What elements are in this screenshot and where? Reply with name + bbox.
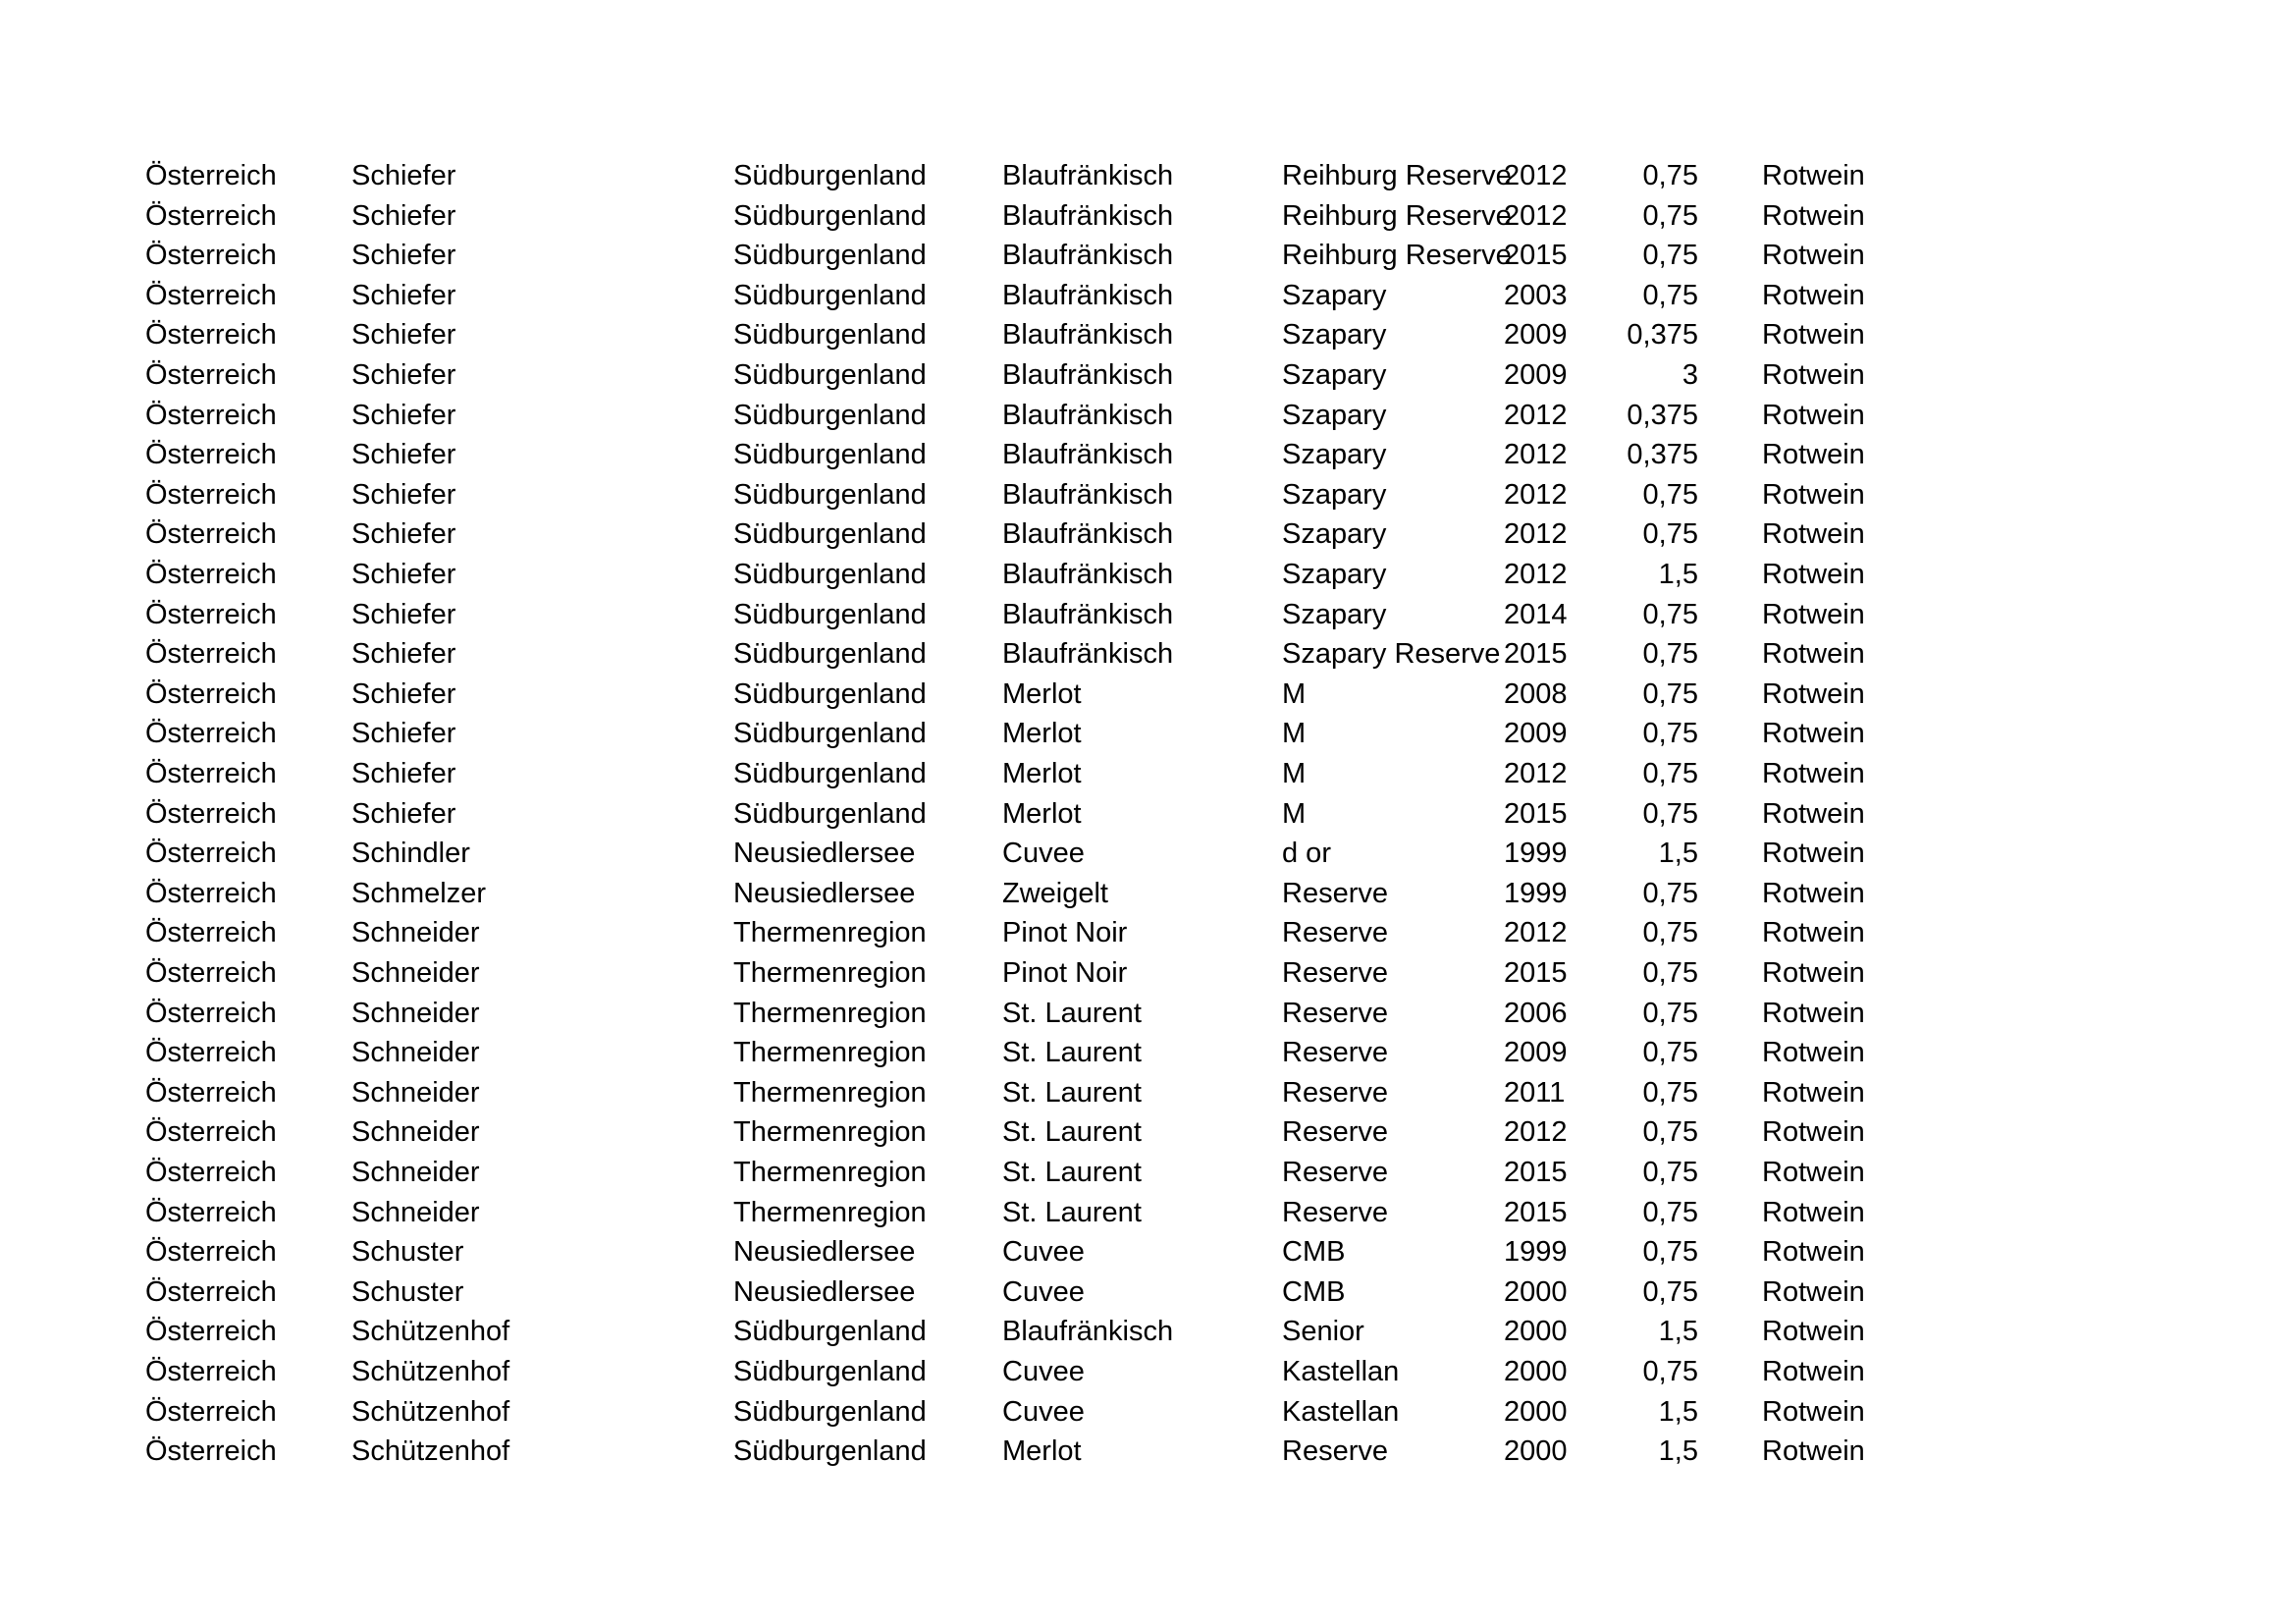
cell-name: Reihburg Reserve <box>1282 240 1512 272</box>
cell-type: Rotwein <box>1762 1395 1865 1428</box>
cell-country: Österreich <box>145 1037 277 1069</box>
cell-producer: Schiefer <box>351 160 456 191</box>
cell-country: Österreich <box>145 1157 277 1188</box>
cell-grape: Merlot <box>1002 797 1082 830</box>
cell-country: Österreich <box>145 957 277 989</box>
cell-producer: Schützenhof <box>351 1395 510 1428</box>
cell-year: 2012 <box>1504 439 1568 471</box>
cell-name: M <box>1282 758 1307 789</box>
cell-country: Österreich <box>145 1196 277 1228</box>
cell-country: Österreich <box>145 518 277 551</box>
cell-name: Reserve <box>1282 1435 1388 1468</box>
cell-year: 2012 <box>1504 559 1568 590</box>
table-row <box>0 276 2296 316</box>
table-row <box>0 156 2296 196</box>
cell-year: 2015 <box>1504 638 1568 671</box>
cell-name: CMB <box>1282 1275 1346 1308</box>
cell-producer: Schiefer <box>351 399 456 431</box>
cell-producer: Schneider <box>351 1157 480 1188</box>
cell-grape: Blaufränkisch <box>1002 559 1174 590</box>
cell-region: Thermenregion <box>733 957 927 989</box>
cell-year: 2012 <box>1504 399 1568 431</box>
cell-region: Südburgenland <box>733 359 927 391</box>
cell-region: Südburgenland <box>733 638 927 671</box>
cell-country: Österreich <box>145 997 277 1029</box>
cell-year: 2009 <box>1504 1037 1568 1069</box>
cell-year: 2014 <box>1504 598 1568 630</box>
cell-country: Österreich <box>145 279 277 311</box>
cell-name: Szapary <box>1282 559 1387 590</box>
table-row <box>0 1432 2296 1472</box>
cell-type: Rotwein <box>1762 359 1865 391</box>
cell-region: Neusiedlersee <box>733 877 916 909</box>
cell-producer: Schiefer <box>351 359 456 391</box>
cell-year: 2015 <box>1504 797 1568 830</box>
cell-country: Österreich <box>145 1116 277 1149</box>
cell-type: Rotwein <box>1762 758 1865 789</box>
cell-type: Rotwein <box>1762 1435 1865 1468</box>
cell-type: Rotwein <box>1762 677 1865 710</box>
cell-year: 2009 <box>1504 359 1568 391</box>
cell-size: 0,75 <box>1642 240 1698 272</box>
cell-name: Szapary <box>1282 359 1387 391</box>
cell-country: Österreich <box>145 199 277 232</box>
cell-producer: Schützenhof <box>351 1435 510 1468</box>
cell-grape: Blaufränkisch <box>1002 478 1174 511</box>
table-row <box>0 1272 2296 1313</box>
cell-region: Südburgenland <box>733 199 927 232</box>
cell-grape: Blaufränkisch <box>1002 439 1174 471</box>
cell-region: Südburgenland <box>733 399 927 431</box>
table-row <box>0 1392 2296 1433</box>
table-row <box>0 675 2296 715</box>
cell-size: 0,75 <box>1642 160 1698 191</box>
cell-region: Südburgenland <box>733 758 927 789</box>
cell-producer: Schiefer <box>351 199 456 232</box>
cell-year: 2015 <box>1504 240 1568 272</box>
cell-producer: Schiefer <box>351 758 456 789</box>
cell-year: 2000 <box>1504 1316 1568 1348</box>
cell-year: 1999 <box>1504 838 1568 870</box>
cell-region: Thermenregion <box>733 1157 927 1188</box>
cell-year: 1999 <box>1504 1236 1568 1269</box>
cell-grape: Zweigelt <box>1002 877 1108 909</box>
cell-name: Szapary <box>1282 439 1387 471</box>
table-row <box>0 595 2296 635</box>
cell-grape: Blaufränkisch <box>1002 279 1174 311</box>
cell-country: Österreich <box>145 1076 277 1109</box>
cell-country: Österreich <box>145 598 277 630</box>
cell-year: 2012 <box>1504 518 1568 551</box>
table-row <box>0 315 2296 355</box>
cell-producer: Schiefer <box>351 598 456 630</box>
cell-type: Rotwein <box>1762 559 1865 590</box>
cell-size: 0,75 <box>1642 638 1698 671</box>
cell-size: 0,75 <box>1642 1157 1698 1188</box>
cell-name: Szapary Reserve <box>1282 638 1501 671</box>
cell-country: Österreich <box>145 1435 277 1468</box>
cell-size: 0,75 <box>1642 758 1698 789</box>
cell-size: 0,375 <box>1627 399 1698 431</box>
cell-grape: St. Laurent <box>1002 1037 1142 1069</box>
table-row <box>0 1312 2296 1352</box>
cell-year: 2008 <box>1504 677 1568 710</box>
cell-year: 2009 <box>1504 319 1568 352</box>
cell-name: Reserve <box>1282 1076 1388 1109</box>
cell-producer: Schiefer <box>351 319 456 352</box>
cell-size: 0,75 <box>1642 199 1698 232</box>
cell-year: 2012 <box>1504 478 1568 511</box>
cell-country: Österreich <box>145 758 277 789</box>
cell-grape: St. Laurent <box>1002 1157 1142 1188</box>
cell-grape: Blaufränkisch <box>1002 240 1174 272</box>
cell-producer: Schiefer <box>351 559 456 590</box>
table-row <box>0 1232 2296 1272</box>
cell-type: Rotwein <box>1762 877 1865 909</box>
cell-country: Österreich <box>145 439 277 471</box>
table-row <box>0 874 2296 914</box>
cell-grape: Merlot <box>1002 758 1082 789</box>
cell-size: 1,5 <box>1658 1395 1698 1428</box>
cell-name: Kastellan <box>1282 1395 1400 1428</box>
cell-year: 2003 <box>1504 279 1568 311</box>
cell-producer: Schiefer <box>351 677 456 710</box>
cell-type: Rotwein <box>1762 1076 1865 1109</box>
table-row <box>0 1073 2296 1113</box>
cell-grape: Cuvee <box>1002 1395 1085 1428</box>
cell-country: Österreich <box>145 1236 277 1269</box>
cell-region: Südburgenland <box>733 439 927 471</box>
cell-region: Südburgenland <box>733 1356 927 1387</box>
cell-type: Rotwein <box>1762 1157 1865 1188</box>
cell-name: d or <box>1282 838 1331 870</box>
cell-region: Südburgenland <box>733 1316 927 1348</box>
cell-region: Thermenregion <box>733 1037 927 1069</box>
cell-year: 2015 <box>1504 1196 1568 1228</box>
cell-name: Szapary <box>1282 319 1387 352</box>
table-row <box>0 1153 2296 1193</box>
cell-grape: Pinot Noir <box>1002 957 1128 989</box>
cell-region: Neusiedlersee <box>733 1275 916 1308</box>
cell-type: Rotwein <box>1762 160 1865 191</box>
cell-type: Rotwein <box>1762 638 1865 671</box>
cell-grape: Blaufränkisch <box>1002 319 1174 352</box>
cell-region: Neusiedlersee <box>733 838 916 870</box>
table-row <box>0 953 2296 994</box>
cell-type: Rotwein <box>1762 997 1865 1029</box>
table-row <box>0 236 2296 276</box>
cell-producer: Schiefer <box>351 439 456 471</box>
cell-region: Südburgenland <box>733 160 927 191</box>
cell-size: 0,375 <box>1627 319 1698 352</box>
cell-size: 3 <box>1682 359 1698 391</box>
cell-grape: Blaufränkisch <box>1002 399 1174 431</box>
cell-grape: Merlot <box>1002 1435 1082 1468</box>
cell-region: Südburgenland <box>733 718 927 750</box>
cell-grape: Blaufränkisch <box>1002 359 1174 391</box>
cell-producer: Schneider <box>351 917 480 949</box>
cell-size: 0,75 <box>1642 917 1698 949</box>
cell-name: CMB <box>1282 1236 1346 1269</box>
cell-country: Österreich <box>145 1275 277 1308</box>
cell-grape: Blaufränkisch <box>1002 1316 1174 1348</box>
cell-country: Österreich <box>145 638 277 671</box>
cell-year: 2006 <box>1504 997 1568 1029</box>
cell-name: Reihburg Reserve <box>1282 199 1512 232</box>
cell-year: 2012 <box>1504 160 1568 191</box>
cell-region: Südburgenland <box>733 1395 927 1428</box>
cell-size: 0,75 <box>1642 1037 1698 1069</box>
cell-name: Szapary <box>1282 518 1387 551</box>
table-row <box>0 196 2296 237</box>
cell-producer: Schiefer <box>351 240 456 272</box>
cell-producer: Schneider <box>351 957 480 989</box>
cell-country: Österreich <box>145 797 277 830</box>
cell-size: 0,75 <box>1642 718 1698 750</box>
cell-country: Österreich <box>145 838 277 870</box>
cell-producer: Schuster <box>351 1275 464 1308</box>
cell-type: Rotwein <box>1762 518 1865 551</box>
cell-producer: Schneider <box>351 1037 480 1069</box>
table-row <box>0 834 2296 874</box>
cell-type: Rotwein <box>1762 199 1865 232</box>
cell-producer: Schiefer <box>351 478 456 511</box>
cell-country: Österreich <box>145 718 277 750</box>
cell-region: Thermenregion <box>733 1076 927 1109</box>
cell-region: Südburgenland <box>733 478 927 511</box>
cell-grape: Blaufränkisch <box>1002 518 1174 551</box>
table-row <box>0 1112 2296 1153</box>
table-row <box>0 555 2296 595</box>
cell-producer: Schiefer <box>351 638 456 671</box>
cell-region: Südburgenland <box>733 1435 927 1468</box>
cell-grape: Cuvee <box>1002 1275 1085 1308</box>
cell-type: Rotwein <box>1762 240 1865 272</box>
cell-year: 2015 <box>1504 1157 1568 1188</box>
cell-size: 0,75 <box>1642 1356 1698 1387</box>
cell-type: Rotwein <box>1762 1037 1865 1069</box>
cell-producer: Schiefer <box>351 718 456 750</box>
cell-name: Szapary <box>1282 279 1387 311</box>
cell-region: Thermenregion <box>733 1196 927 1228</box>
cell-country: Österreich <box>145 917 277 949</box>
cell-name: M <box>1282 718 1307 750</box>
cell-grape: St. Laurent <box>1002 1116 1142 1149</box>
cell-name: Reserve <box>1282 917 1388 949</box>
table-row <box>0 714 2296 754</box>
cell-type: Rotwein <box>1762 1116 1865 1149</box>
table-row <box>0 435 2296 475</box>
cell-name: Reserve <box>1282 1157 1388 1188</box>
cell-grape: Blaufränkisch <box>1002 160 1174 191</box>
cell-producer: Schuster <box>351 1236 464 1269</box>
cell-name: Reihburg Reserve <box>1282 160 1512 191</box>
cell-region: Südburgenland <box>733 319 927 352</box>
cell-size: 1,5 <box>1658 559 1698 590</box>
cell-name: Reserve <box>1282 877 1388 909</box>
cell-region: Thermenregion <box>733 1116 927 1149</box>
cell-producer: Schneider <box>351 1196 480 1228</box>
cell-size: 0,75 <box>1642 877 1698 909</box>
cell-grape: St. Laurent <box>1002 1076 1142 1109</box>
table-row <box>0 1193 2296 1233</box>
cell-producer: Schiefer <box>351 518 456 551</box>
cell-grape: Cuvee <box>1002 1236 1085 1269</box>
cell-type: Rotwein <box>1762 399 1865 431</box>
cell-name: Szapary <box>1282 478 1387 511</box>
cell-size: 0,75 <box>1642 1275 1698 1308</box>
cell-type: Rotwein <box>1762 917 1865 949</box>
cell-size: 0,75 <box>1642 478 1698 511</box>
cell-grape: St. Laurent <box>1002 997 1142 1029</box>
cell-country: Österreich <box>145 478 277 511</box>
cell-type: Rotwein <box>1762 439 1865 471</box>
cell-size: 0,75 <box>1642 1196 1698 1228</box>
cell-producer: Schneider <box>351 1076 480 1109</box>
cell-country: Österreich <box>145 877 277 909</box>
cell-grape: Cuvee <box>1002 1356 1085 1387</box>
cell-name: Kastellan <box>1282 1356 1400 1387</box>
cell-country: Österreich <box>145 319 277 352</box>
cell-grape: Pinot Noir <box>1002 917 1128 949</box>
cell-region: Thermenregion <box>733 917 927 949</box>
cell-type: Rotwein <box>1762 718 1865 750</box>
cell-type: Rotwein <box>1762 838 1865 870</box>
cell-region: Thermenregion <box>733 997 927 1029</box>
cell-size: 0,75 <box>1642 797 1698 830</box>
cell-year: 2015 <box>1504 957 1568 989</box>
cell-type: Rotwein <box>1762 797 1865 830</box>
cell-country: Österreich <box>145 359 277 391</box>
cell-name: Reserve <box>1282 1196 1388 1228</box>
table-row <box>0 1033 2296 1073</box>
cell-grape: Blaufränkisch <box>1002 598 1174 630</box>
cell-size: 1,5 <box>1658 838 1698 870</box>
cell-producer: Schindler <box>351 838 470 870</box>
cell-name: M <box>1282 677 1307 710</box>
cell-type: Rotwein <box>1762 598 1865 630</box>
cell-producer: Schneider <box>351 1116 480 1149</box>
cell-year: 2000 <box>1504 1435 1568 1468</box>
cell-year: 1999 <box>1504 877 1568 909</box>
cell-name: Szapary <box>1282 399 1387 431</box>
table-row <box>0 396 2296 436</box>
cell-region: Südburgenland <box>733 240 927 272</box>
cell-grape: Merlot <box>1002 718 1082 750</box>
cell-region: Südburgenland <box>733 559 927 590</box>
cell-region: Südburgenland <box>733 279 927 311</box>
cell-name: Reserve <box>1282 1116 1388 1149</box>
cell-size: 0,75 <box>1642 1116 1698 1149</box>
cell-name: Reserve <box>1282 957 1388 989</box>
cell-country: Österreich <box>145 399 277 431</box>
cell-year: 2012 <box>1504 758 1568 789</box>
cell-size: 0,375 <box>1627 439 1698 471</box>
cell-size: 1,5 <box>1658 1316 1698 1348</box>
cell-type: Rotwein <box>1762 1316 1865 1348</box>
cell-country: Österreich <box>145 1395 277 1428</box>
table-row <box>0 1352 2296 1392</box>
cell-producer: Schiefer <box>351 797 456 830</box>
cell-type: Rotwein <box>1762 1356 1865 1387</box>
cell-region: Neusiedlersee <box>733 1236 916 1269</box>
cell-grape: St. Laurent <box>1002 1196 1142 1228</box>
cell-region: Südburgenland <box>733 797 927 830</box>
cell-type: Rotwein <box>1762 1236 1865 1269</box>
cell-type: Rotwein <box>1762 1196 1865 1228</box>
cell-year: 2012 <box>1504 917 1568 949</box>
cell-country: Österreich <box>145 559 277 590</box>
cell-size: 0,75 <box>1642 598 1698 630</box>
table-row <box>0 475 2296 515</box>
cell-country: Österreich <box>145 160 277 191</box>
cell-year: 2011 <box>1504 1076 1566 1109</box>
cell-size: 0,75 <box>1642 1236 1698 1269</box>
table-row <box>0 355 2296 396</box>
cell-type: Rotwein <box>1762 957 1865 989</box>
cell-region: Südburgenland <box>733 518 927 551</box>
cell-producer: Schützenhof <box>351 1316 510 1348</box>
cell-name: M <box>1282 797 1307 830</box>
cell-size: 0,75 <box>1642 518 1698 551</box>
cell-size: 0,75 <box>1642 997 1698 1029</box>
cell-producer: Schneider <box>351 997 480 1029</box>
cell-region: Südburgenland <box>733 677 927 710</box>
table-row <box>0 794 2296 835</box>
cell-grape: Merlot <box>1002 677 1082 710</box>
cell-size: 0,75 <box>1642 279 1698 311</box>
cell-country: Österreich <box>145 1356 277 1387</box>
cell-name: Szapary <box>1282 598 1387 630</box>
table-row <box>0 634 2296 675</box>
cell-type: Rotwein <box>1762 478 1865 511</box>
cell-producer: Schmelzer <box>351 877 486 909</box>
cell-year: 2000 <box>1504 1395 1568 1428</box>
cell-type: Rotwein <box>1762 1275 1865 1308</box>
cell-size: 0,75 <box>1642 957 1698 989</box>
cell-producer: Schiefer <box>351 279 456 311</box>
cell-country: Österreich <box>145 240 277 272</box>
cell-grape: Cuvee <box>1002 838 1085 870</box>
table-row <box>0 913 2296 953</box>
cell-name: Reserve <box>1282 1037 1388 1069</box>
cell-size: 0,75 <box>1642 1076 1698 1109</box>
cell-producer: Schützenhof <box>351 1356 510 1387</box>
cell-name: Reserve <box>1282 997 1388 1029</box>
cell-size: 0,75 <box>1642 677 1698 710</box>
cell-grape: Blaufränkisch <box>1002 199 1174 232</box>
cell-grape: Blaufränkisch <box>1002 638 1174 671</box>
cell-size: 1,5 <box>1658 1435 1698 1468</box>
cell-type: Rotwein <box>1762 279 1865 311</box>
cell-year: 2012 <box>1504 1116 1568 1149</box>
cell-type: Rotwein <box>1762 319 1865 352</box>
cell-year: 2000 <box>1504 1275 1568 1308</box>
cell-year: 2000 <box>1504 1356 1568 1387</box>
cell-year: 2012 <box>1504 199 1568 232</box>
cell-country: Österreich <box>145 1316 277 1348</box>
cell-country: Österreich <box>145 677 277 710</box>
table-row <box>0 754 2296 794</box>
cell-year: 2009 <box>1504 718 1568 750</box>
table-row <box>0 514 2296 555</box>
table-row <box>0 994 2296 1034</box>
cell-region: Südburgenland <box>733 598 927 630</box>
cell-name: Senior <box>1282 1316 1364 1348</box>
